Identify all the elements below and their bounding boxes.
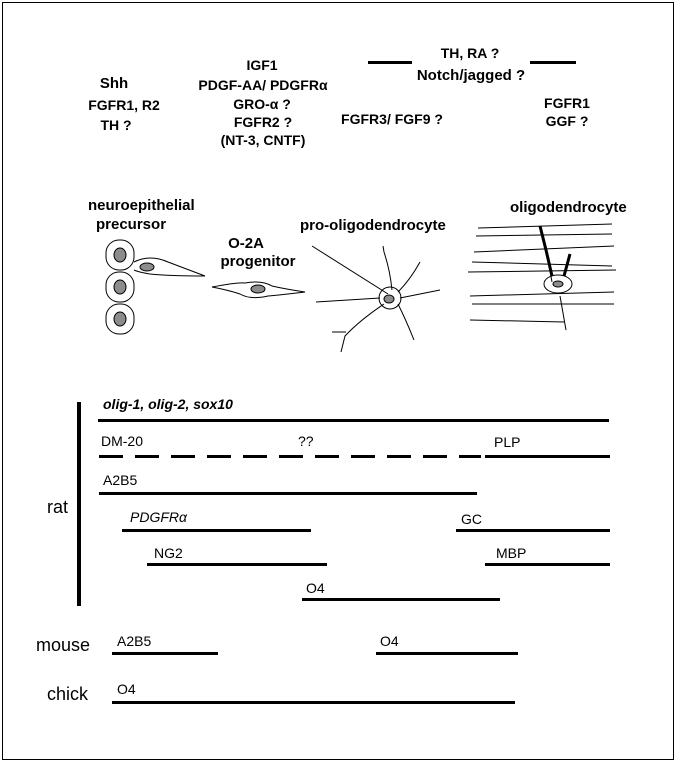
- mouse-a2b5-bar: [112, 652, 218, 655]
- factor-nt3-cntf: (NT-3, CNTF): [220, 132, 306, 148]
- rat-gc-label: GC: [461, 511, 482, 527]
- rat-a2b5-label: A2B5: [103, 472, 138, 488]
- mouse-label: mouse: [36, 635, 91, 655]
- rat-pdgfr-label: PDGFRα: [130, 509, 187, 525]
- rat-plp-label: PLP: [494, 434, 521, 450]
- pro-oligodendrocyte-nucleus: [384, 295, 394, 303]
- chick-label: chick: [47, 684, 89, 704]
- stage-neuroepithelial-line2: precursor: [96, 216, 167, 233]
- rat-label: rat: [47, 497, 69, 517]
- chick-o4-label: O4: [117, 681, 136, 697]
- pro-oligodendrocyte-cell: [312, 246, 440, 352]
- mouse-o4-bar: [376, 652, 518, 655]
- o2a-progenitor-cell: [212, 282, 305, 298]
- factor-fgfr3: FGFR3/ FGF9 ?: [341, 111, 443, 127]
- factor-fgfr1-r2: FGFR1, R2: [88, 97, 160, 113]
- oligodendrocyte-nucleus: [553, 281, 563, 287]
- factor-igf1: IGF1: [246, 57, 278, 73]
- factor-gro: GRO-α ?: [233, 96, 291, 112]
- rat-plp-bar: [485, 455, 610, 458]
- rat-dm20-dashed-bar: [99, 455, 481, 458]
- factor-th-ra: TH, RA ?: [440, 45, 500, 61]
- rat-dm20-label: DM-20: [101, 433, 144, 449]
- rat-a2b5-bar: [99, 492, 477, 495]
- chick-o4-bar: [112, 701, 515, 704]
- factor-notch: Notch/jagged ?: [416, 67, 526, 84]
- stage-o2a-line2: progenitor: [220, 253, 296, 270]
- factor-pdgf: PDGF-AA/ PDGFRα: [198, 77, 328, 93]
- rat-o4-bar: [302, 598, 500, 601]
- factor-th: TH ?: [100, 117, 132, 133]
- stage-neuroepithelial-line1: neuroepithelial: [88, 197, 195, 214]
- rat-mbp-label: MBP: [496, 545, 527, 561]
- rat-olig-bar: [98, 419, 609, 422]
- rat-unknown-label: ??: [298, 433, 314, 449]
- rat-gc-bar: [456, 529, 610, 532]
- rat-olig-label: olig-1, olig-2, sox10: [103, 396, 233, 412]
- rat-ng2-label: NG2: [154, 545, 183, 561]
- rat-pdgfr-bar: [122, 529, 311, 532]
- stage-o2a-line1: O-2A: [228, 235, 264, 252]
- factor-shh: Shh: [99, 75, 129, 92]
- factor-fgfr2: FGFR2 ?: [233, 114, 293, 130]
- factor-fgfr1: FGFR1: [544, 95, 590, 111]
- oligodendrocyte-processes: [540, 226, 570, 276]
- rat-mbp-bar: [485, 563, 610, 566]
- mouse-o4-label: O4: [380, 633, 399, 649]
- mouse-a2b5-label: A2B5: [117, 633, 152, 649]
- stage-pro-oligodendrocyte: pro-oligodendrocyte: [300, 217, 446, 234]
- stage-oligodendrocyte: oligodendrocyte: [510, 199, 627, 216]
- rat-ng2-bar: [147, 563, 327, 566]
- rat-vertical-bar: [77, 402, 81, 606]
- factor-ggf: GGF ?: [545, 113, 589, 129]
- rat-o4-label: O4: [306, 580, 325, 596]
